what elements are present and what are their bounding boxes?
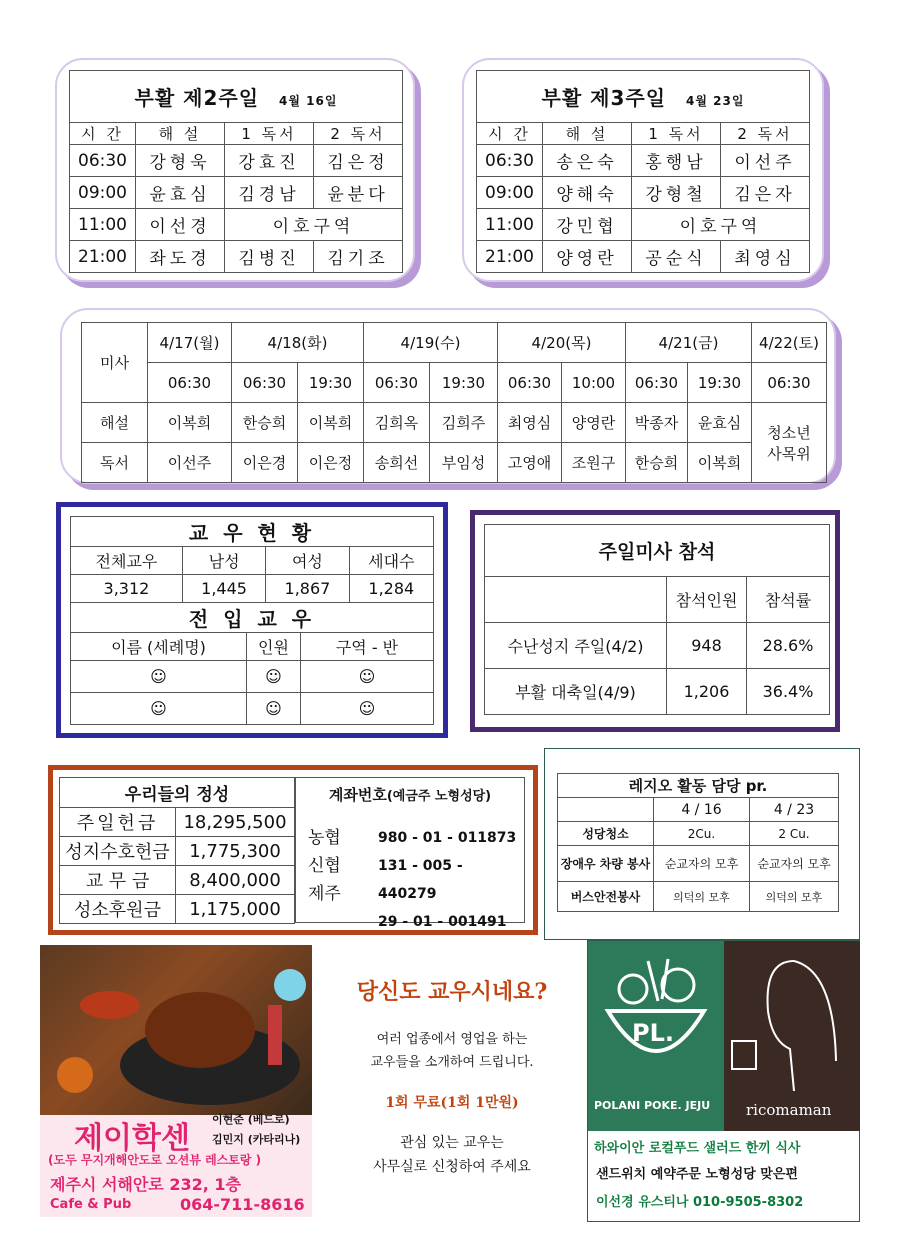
weekday-table bbox=[81, 322, 827, 483]
time-cell: 06:30 bbox=[232, 363, 298, 403]
time-cell: 06:30 bbox=[364, 363, 430, 403]
cell: 최영심 bbox=[498, 403, 562, 443]
account-number: 980 - 01 - 011873 bbox=[378, 830, 517, 846]
header-reading2: 2 독서 bbox=[721, 123, 810, 145]
member-ad-line: 사무실로 신청하여 주세요 bbox=[373, 1159, 531, 1175]
account-number: 29 - 01 - 001491 bbox=[378, 914, 507, 930]
header-commentary: 해 설 bbox=[136, 123, 225, 145]
time-cell: 19:30 bbox=[688, 363, 752, 403]
cell: 강형욱 bbox=[136, 145, 225, 177]
poke-logo-text: PL. bbox=[632, 1019, 674, 1047]
member-ad-line: 교우들을 소개하여 드립니다. bbox=[370, 1055, 534, 1070]
poke-logo-panel bbox=[588, 941, 724, 1131]
time-cell: 06:30 bbox=[498, 363, 562, 403]
legio-cell: 순교자의 모후 bbox=[654, 846, 750, 882]
blank-cell bbox=[485, 577, 667, 623]
owner-2: 김민지 (카타리나) bbox=[212, 1133, 301, 1146]
time-cell: 06:30 bbox=[148, 363, 232, 403]
attendance-table bbox=[484, 524, 830, 715]
cell-time: 09:00 bbox=[70, 177, 136, 209]
cell: 송은숙 bbox=[543, 145, 632, 177]
legio-cell: 순교자의 모후 bbox=[750, 846, 839, 882]
bank-name: 신협 bbox=[308, 856, 341, 876]
cell: 이선주 bbox=[721, 145, 810, 177]
member-ad-headline: 당신도 교우시네요? bbox=[356, 979, 548, 1005]
cell: 김병진 bbox=[225, 241, 314, 273]
day-header: 4/19(수) bbox=[364, 323, 498, 363]
offering-amount: 18,295,500 bbox=[176, 808, 295, 837]
cell: 이은정 bbox=[298, 443, 364, 483]
cell: 김경남 bbox=[225, 177, 314, 209]
poke-ad bbox=[587, 940, 860, 1222]
header: 인원 bbox=[247, 633, 301, 661]
cell: 김은정 bbox=[314, 145, 403, 177]
cell: 이복희 bbox=[298, 403, 364, 443]
cell: 한승희 bbox=[626, 443, 688, 483]
offering-title: 우리들의 정성 bbox=[60, 778, 295, 808]
cell: 양영란 bbox=[543, 241, 632, 273]
poke-brand: POLANI POKE. JEJU bbox=[594, 1099, 711, 1112]
legio-table bbox=[557, 773, 839, 912]
poke-line: 샌드위치 예약주문 노형성당 맞은편 bbox=[596, 1167, 798, 1182]
time-cell: 10:00 bbox=[562, 363, 626, 403]
legio-cell: 2 Cu. bbox=[750, 822, 839, 846]
header: 참석인원 bbox=[667, 577, 747, 623]
restaurant-address: 제주시 서해안로 232, 1층 bbox=[50, 1175, 241, 1194]
food-illustration bbox=[40, 945, 312, 1115]
restaurant-desc: (도두 무지개해안도로 오션뷰 레스토랑 ) bbox=[48, 1153, 262, 1167]
cell-time: 11:00 bbox=[477, 209, 543, 241]
offering-amount: 1,775,300 bbox=[176, 837, 295, 866]
value: 3,312 bbox=[71, 575, 183, 603]
cell: 김희주 bbox=[430, 403, 498, 443]
cell: 공순식 bbox=[632, 241, 721, 273]
account-number: 131 - 005 - 440279 bbox=[378, 858, 463, 902]
legio-cell: 2Cu. bbox=[654, 822, 750, 846]
cell: 이복희 bbox=[148, 403, 232, 443]
cell: 한승희 bbox=[232, 403, 298, 443]
new-parishioners-title: 전 입 교 우 bbox=[71, 603, 434, 633]
cell: 조원구 bbox=[562, 443, 626, 483]
day-header: 4/18(화) bbox=[232, 323, 364, 363]
cell: 김희옥 bbox=[364, 403, 430, 443]
day-header: 4/17(월) bbox=[148, 323, 232, 363]
parishioners-table bbox=[70, 516, 434, 603]
week3-title: 부활 제3주일 4월 23일 bbox=[477, 71, 810, 123]
cell: 김기조 bbox=[314, 241, 403, 273]
header: 여성 bbox=[266, 547, 349, 575]
cell: 양해숙 bbox=[543, 177, 632, 209]
legio-cell: 의덕의 모후 bbox=[750, 882, 839, 912]
count: 948 bbox=[667, 623, 747, 669]
rate: 28.6% bbox=[747, 623, 830, 669]
day-header: 4/21(금) bbox=[626, 323, 752, 363]
count: 1,206 bbox=[667, 669, 747, 715]
week3-table bbox=[476, 70, 810, 273]
new-parishioners-table bbox=[70, 602, 434, 725]
cell: 양영란 bbox=[562, 403, 626, 443]
row-label: 수난성지 주일(4/2) bbox=[485, 623, 667, 669]
cell: 박종자 bbox=[626, 403, 688, 443]
coffee-brand: ricomaman bbox=[746, 1101, 832, 1119]
time-cell: 06:30 bbox=[752, 363, 827, 403]
salad-bowl-icon bbox=[588, 941, 724, 1081]
value: 1,867 bbox=[266, 575, 349, 603]
restaurant-ad bbox=[40, 945, 312, 1217]
header: 남성 bbox=[182, 547, 265, 575]
smiley-icon: ☺ bbox=[247, 661, 301, 693]
offering-label: 주일헌금 bbox=[60, 808, 176, 837]
cell: 강민협 bbox=[543, 209, 632, 241]
value: 1,445 bbox=[182, 575, 265, 603]
header-time: 시 간 bbox=[70, 123, 136, 145]
header: 세대수 bbox=[349, 547, 433, 575]
member-ad bbox=[318, 975, 586, 1176]
offering-amount: 1,175,000 bbox=[176, 895, 295, 924]
smiley-icon: ☺ bbox=[247, 693, 301, 725]
parishioners-title: 교 우 현 황 bbox=[71, 517, 434, 547]
header-reading2: 2 독서 bbox=[314, 123, 403, 145]
account-numbers bbox=[378, 824, 524, 936]
rate: 36.4% bbox=[747, 669, 830, 715]
day-header: 4/20(목) bbox=[498, 323, 626, 363]
legio-cell: 의덕의 모후 bbox=[654, 882, 750, 912]
cell: 강효진 bbox=[225, 145, 314, 177]
header: 참석률 bbox=[747, 577, 830, 623]
cell: 이선경 bbox=[136, 209, 225, 241]
restaurant-type: Cafe & Pub bbox=[50, 1197, 132, 1212]
cell: 송희선 bbox=[364, 443, 430, 483]
cell: 홍행남 bbox=[632, 145, 721, 177]
cell-time: 21:00 bbox=[70, 241, 136, 273]
offering-label: 교 무 금 bbox=[60, 866, 176, 895]
restaurant-phone: 064-711-8616 bbox=[180, 1195, 305, 1214]
cell-merged: 이호구역 bbox=[225, 209, 403, 241]
smiley-icon: ☺ bbox=[301, 693, 434, 725]
legio-label: 장애우 차량 봉사 bbox=[558, 846, 654, 882]
member-ad-line: 관심 있는 교우는 bbox=[400, 1135, 504, 1151]
owner-1: 이현준 (베드로) bbox=[212, 1113, 290, 1126]
row-label: 부활 대축일(4/9) bbox=[485, 669, 667, 715]
time-cell: 19:30 bbox=[430, 363, 498, 403]
account-panel bbox=[295, 777, 525, 930]
woman-coffee-icon bbox=[724, 941, 860, 1091]
time-cell: 06:30 bbox=[626, 363, 688, 403]
offering-label: 성지수호헌금 bbox=[60, 837, 176, 866]
header: 구역 - 반 bbox=[301, 633, 434, 661]
cell-time: 06:30 bbox=[70, 145, 136, 177]
cell: 윤효심 bbox=[136, 177, 225, 209]
coffee-panel bbox=[724, 941, 860, 1131]
poke-line: 하와이안 로컬푸드 샐러드 한끼 식사 bbox=[594, 1141, 801, 1156]
date-header: 4 / 16 bbox=[654, 798, 750, 822]
header: 이름 (세례명) bbox=[71, 633, 247, 661]
header-reading1: 1 독서 bbox=[632, 123, 721, 145]
cell: 윤효심 bbox=[688, 403, 752, 443]
cell-time: 21:00 bbox=[477, 241, 543, 273]
week2-title: 부활 제2주일 4월 16일 bbox=[70, 71, 403, 123]
cell: 김은자 bbox=[721, 177, 810, 209]
smiley-icon: ☺ bbox=[71, 661, 247, 693]
cell: 최영심 bbox=[721, 241, 810, 273]
header-time: 시 간 bbox=[477, 123, 543, 145]
label-commentary: 해설 bbox=[82, 403, 148, 443]
attendance-title: 주일미사 참석 bbox=[485, 525, 830, 577]
legio-title: 레지오 활동 담당 pr. bbox=[558, 774, 839, 798]
legio-label: 성당청소 bbox=[558, 822, 654, 846]
value: 1,284 bbox=[349, 575, 433, 603]
restaurant-photo bbox=[40, 945, 312, 1115]
cell: 좌도경 bbox=[136, 241, 225, 273]
cell: 고영애 bbox=[498, 443, 562, 483]
cell: 이은경 bbox=[232, 443, 298, 483]
time-cell: 19:30 bbox=[298, 363, 364, 403]
smiley-icon: ☺ bbox=[71, 693, 247, 725]
poke-contact: 이선경 유스티나 010-9505-8302 bbox=[596, 1195, 804, 1210]
label-reading: 독서 bbox=[82, 443, 148, 483]
cell-time: 11:00 bbox=[70, 209, 136, 241]
header: 전체교우 bbox=[71, 547, 183, 575]
cell: 윤분다 bbox=[314, 177, 403, 209]
smiley-icon: ☺ bbox=[301, 661, 434, 693]
legio-label: 버스안전봉사 bbox=[558, 882, 654, 912]
offering-amount: 8,400,000 bbox=[176, 866, 295, 895]
account-title: 계좌번호(예금주 노형성당) bbox=[328, 786, 492, 804]
header-reading1: 1 독서 bbox=[225, 123, 314, 145]
bank-name: 제주 bbox=[308, 884, 341, 904]
saturday-group: 청소년 사목위 bbox=[752, 403, 827, 483]
offering-label: 성소후원금 bbox=[60, 895, 176, 924]
cell-time: 06:30 bbox=[477, 145, 543, 177]
cell: 강형철 bbox=[632, 177, 721, 209]
cell: 이복희 bbox=[688, 443, 752, 483]
date-header: 4 / 23 bbox=[750, 798, 839, 822]
member-ad-line: 여러 업종에서 영업을 하는 bbox=[376, 1032, 528, 1047]
offering-table bbox=[59, 777, 295, 924]
bank-name: 농협 bbox=[308, 828, 341, 848]
member-ad-price: 1회 무료(1회 1만원) bbox=[385, 1095, 519, 1111]
day-header: 4/22(토) bbox=[752, 323, 827, 363]
account-banks bbox=[308, 824, 341, 908]
cell: 부임성 bbox=[430, 443, 498, 483]
cell-time: 09:00 bbox=[477, 177, 543, 209]
cell-merged: 이호구역 bbox=[632, 209, 810, 241]
blank-cell bbox=[558, 798, 654, 822]
cell: 이선주 bbox=[148, 443, 232, 483]
restaurant-name: 제이학센 bbox=[74, 1121, 190, 1156]
label-mass: 미사 bbox=[82, 323, 148, 403]
week2-table bbox=[69, 70, 403, 273]
header-commentary: 해 설 bbox=[543, 123, 632, 145]
